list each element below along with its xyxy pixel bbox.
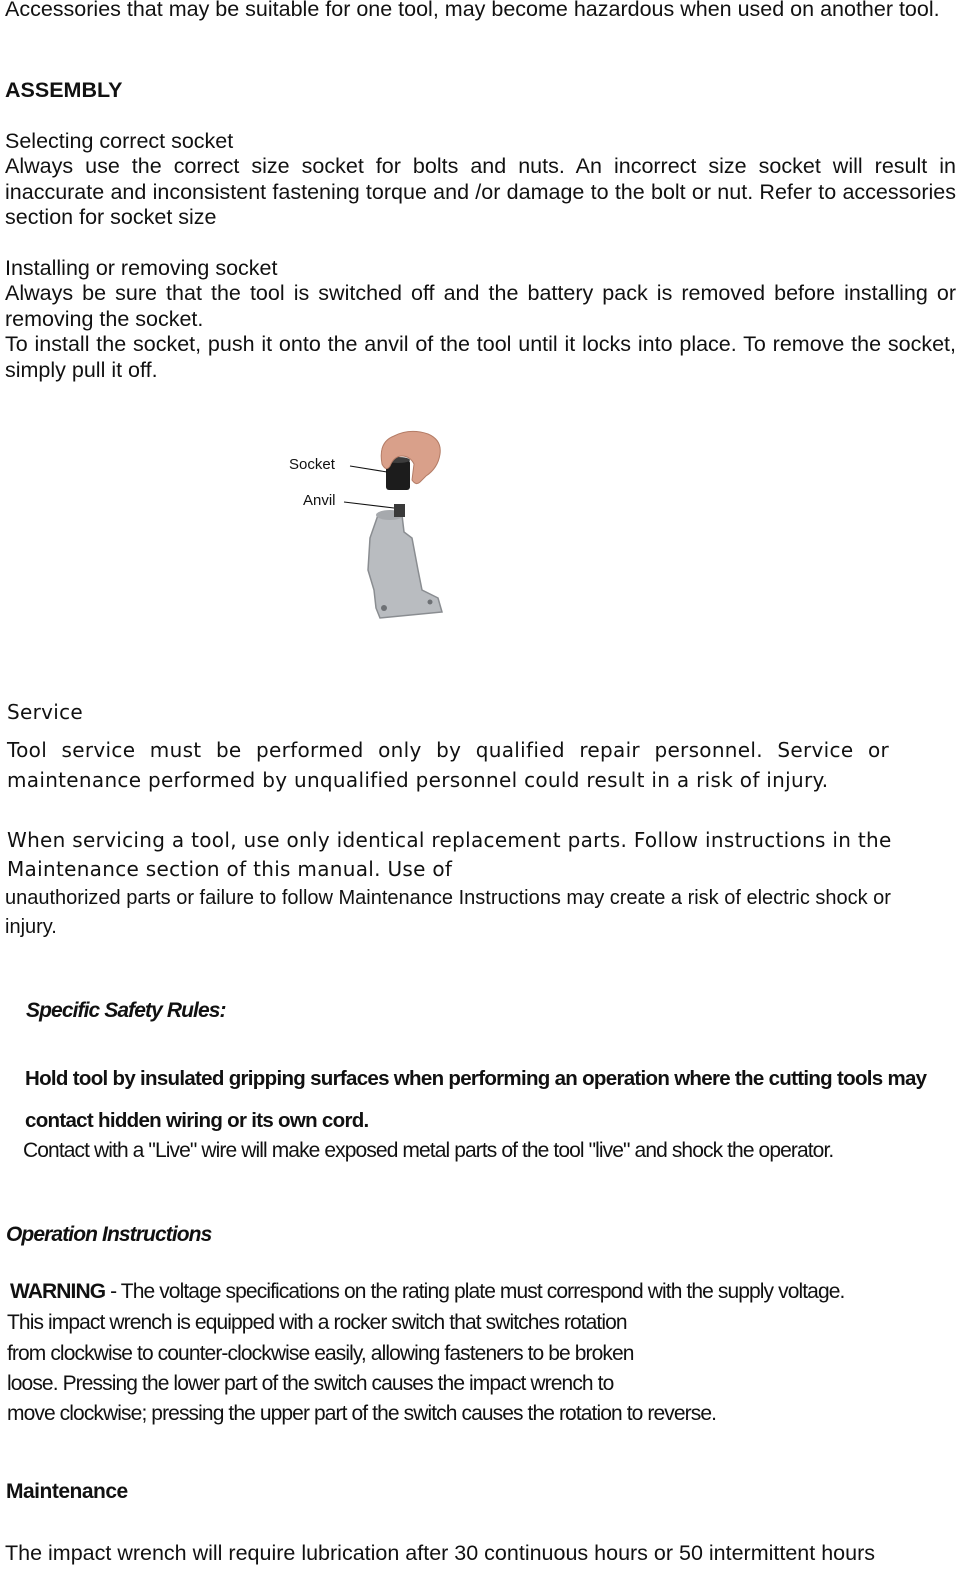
install-text-1: Always be sure that the tool is switched off and the battery pack is removed before installing or removing the socket. [5, 281, 956, 331]
anvil-label: Anvil [303, 492, 336, 509]
assembly-heading: ASSEMBLY [5, 78, 123, 102]
operation-line-2: from clockwise to counter-clockwise easily, allowing fasteners to be broken [7, 1342, 634, 1365]
install-text-2: To install the socket, push it onto the anvil of the tool until it locks into place. To remove the socket, simply pull it off. [5, 332, 956, 382]
anvil-leader-line [344, 502, 394, 508]
accessories-warning: Accessories that may be suitable for one tool, may become hazardous when used on another tool. [5, 0, 940, 21]
socket-select-text: Always use the correct size socket for bolts and nuts. An incorrect size socket will result in inaccurate and inconsistent fastening torque and /or damage to the bolt or nut. Refer to accessories section for socket size [5, 154, 956, 229]
operation-heading: Operation Instructions [6, 1223, 212, 1246]
service-heading: Service [7, 700, 84, 724]
impact-wrench-illustration [270, 420, 470, 630]
socket-anvil-figure [270, 420, 470, 630]
service-text-2b: unauthorized parts or failure to follow Maintenance Instructions may create a risk of electric shock or injury. [5, 887, 891, 938]
operation-warning [10, 1279, 960, 1305]
warning-text: - The voltage specifications on the rating plate must correspond with the supply voltage. [105, 1280, 845, 1303]
specific-safety-rule-bold: Hold tool by insulated gripping surfaces when performing an operation where the cutting tools may contact hidden wiring or its own cord. [25, 1067, 927, 1132]
socket-select-title: Selecting correct socket [5, 129, 234, 153]
operation-line-3: loose. Pressing the lower part of the switch causes the impact wrench to [7, 1372, 614, 1395]
socket-leader-line [350, 466, 387, 472]
operation-line-4: move clockwise; pressing the upper part of the switch causes the rotation to reverse. [7, 1402, 717, 1425]
specific-safety-rule-text: Contact with a "Live" wire will make exposed metal parts of the tool "live" and shock the operator. [23, 1139, 834, 1162]
specific-safety-heading: Specific Safety Rules: [26, 999, 226, 1022]
service-text-1: Tool service must be performed only by qualified repair personnel. Service or maintenance performed by unqualified personnel could result in a risk of injury. [7, 738, 889, 792]
maintenance-heading: Maintenance [6, 1480, 128, 1503]
warning-label: WARNING [10, 1280, 106, 1303]
install-title: Installing or removing socket [5, 256, 278, 280]
service-text-2a: When servicing a tool, use only identical replacement parts. Follow instructions in the Maintenance section of this manual. Use of [7, 828, 892, 881]
anvil-shape [394, 504, 405, 517]
maintenance-text: The impact wrench will require lubrication after 30 continuous hours or 50 intermittent hours [5, 1541, 875, 1565]
operation-line-1: This impact wrench is equipped with a rocker switch that switches rotation [7, 1311, 627, 1334]
socket-label: Socket [289, 456, 335, 473]
